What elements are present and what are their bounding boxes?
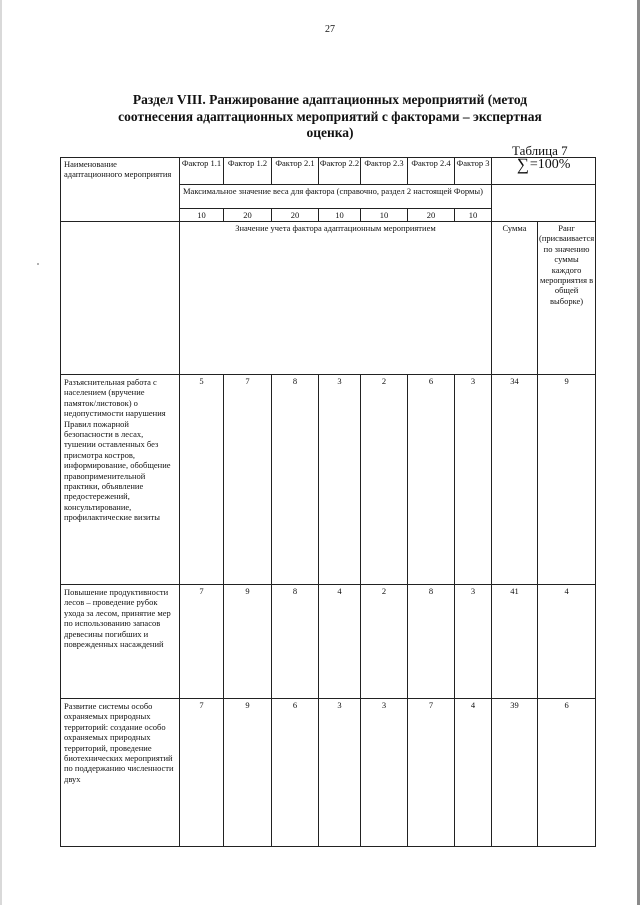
max-weight-value: 10 <box>455 209 492 222</box>
factor-header: Фактор 3 <box>455 158 492 185</box>
sum-header: Сумма <box>492 222 538 375</box>
activity-name: Развитие системы особо охраняемых природных территорий: создание особо охраняемых природных территорий, проведение биотехнических мероприятий по поддержанию численности двух <box>61 699 180 847</box>
max-weight-value: 20 <box>272 209 319 222</box>
max-weight-header: Максимальное значение веса для фактора (справочно, раздел 2 настоящей Формы) <box>180 185 492 209</box>
factor-value: 3 <box>361 699 408 847</box>
factor-value: 8 <box>408 585 455 699</box>
sum-percent-text: =100% <box>529 157 571 172</box>
factor-value: 8 <box>272 585 319 699</box>
table-row <box>61 375 596 585</box>
max-weight-value: 10 <box>319 209 361 222</box>
factor-value: 3 <box>455 585 492 699</box>
section-title: Раздел VIII. Ранжирование адаптационных мероприятий (метод соотнесения адаптационных мероприятий с факторами – экспертная оценка) <box>118 92 542 140</box>
factor-header: Фактор 1.1 <box>180 158 224 185</box>
scan-speck <box>37 263 39 265</box>
factor-value: 9 <box>224 699 272 847</box>
factor-value: 8 <box>272 375 319 585</box>
factor-value: 9 <box>224 585 272 699</box>
factor-header: Фактор 2.1 <box>272 158 319 185</box>
factor-value: 3 <box>319 699 361 847</box>
rank-value: 4 <box>538 585 596 699</box>
rank-header: Ранг (присваивается по значению суммы каждого мероприятия в общей выборке) <box>538 222 596 375</box>
sum-100-percent <box>492 158 596 185</box>
factor-value: 7 <box>180 699 224 847</box>
factor-value: 6 <box>272 699 319 847</box>
factor-value: 6 <box>408 375 455 585</box>
table-row <box>61 699 596 847</box>
empty-cell <box>492 185 596 222</box>
factor-value: 4 <box>319 585 361 699</box>
factor-header: Фактор 1.2 <box>224 158 272 185</box>
table-label: Таблица 7 <box>512 143 568 158</box>
factor-value: 2 <box>361 585 408 699</box>
max-weight-value: 20 <box>408 209 455 222</box>
max-weight-value: 10 <box>180 209 224 222</box>
factor-header: Фактор 2.2 <box>319 158 361 185</box>
activity-name-header: Наименование адаптационного мероприятия <box>61 158 180 222</box>
factor-value: 3 <box>319 375 361 585</box>
factor-value: 5 <box>180 375 224 585</box>
activity-name: Повышение продуктивности лесов – проведение рубок ухода за лесом, принятие мер по использованию запасов древесины погибших и поврежденных насаждений <box>61 585 180 699</box>
sigma-symbol: ∑ <box>516 157 529 174</box>
rank-value: 6 <box>538 699 596 847</box>
scan-left-edge <box>0 0 2 905</box>
factor-value: 4 <box>455 699 492 847</box>
page-number: 27 <box>325 24 335 35</box>
activity-name: Разъяснительная работа с населением (вручение памяток/листовок) о недопустимости нарушения Правил пожарной безопасности в лесах, тушении оставленных без присмотра костров, информирование, обобщение правоприменительной практики, объявление предостережений, консультирование, профилактические визиты <box>61 375 180 585</box>
max-weight-value: 10 <box>361 209 408 222</box>
rank-value: 9 <box>538 375 596 585</box>
factor-value: 7 <box>408 699 455 847</box>
table-row <box>61 585 596 699</box>
factor-value: 2 <box>361 375 408 585</box>
factor-header: Фактор 2.3 <box>361 158 408 185</box>
factor-value: 7 <box>224 375 272 585</box>
empty-cell <box>61 222 180 375</box>
sum-value: 41 <box>492 585 538 699</box>
sum-value: 34 <box>492 375 538 585</box>
max-weight-value: 20 <box>224 209 272 222</box>
factor-value: 3 <box>455 375 492 585</box>
factor-value-header: Значение учета фактора адаптационным мероприятием <box>180 222 492 375</box>
factor-value: 7 <box>180 585 224 699</box>
ranking-table <box>60 157 596 847</box>
sum-value: 39 <box>492 699 538 847</box>
factor-header: Фактор 2.4 <box>408 158 455 185</box>
